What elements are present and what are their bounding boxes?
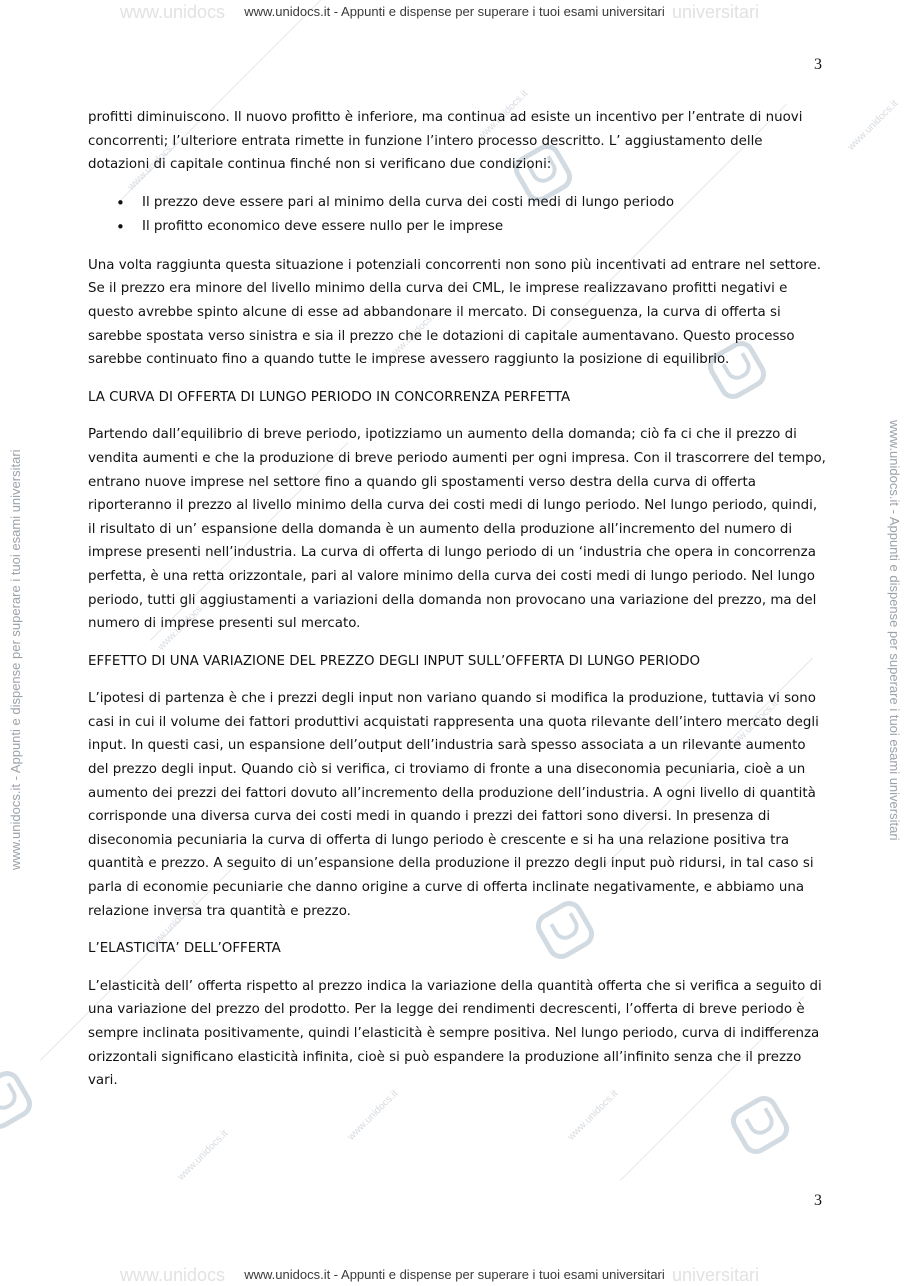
watermark-ghost-text-left: www.unidocs	[120, 1265, 226, 1285]
watermark-diagonal-text: www.unidocs.it	[125, 138, 181, 193]
paragraph-long-run-supply: Partendo dall’equilibrio di breve periodo, ipotizziamo un aumento della domanda; ciò fa ci che il prezzo di vendita aumenti e che la produzione di breve periodo aumenti per ogni impresa. Con il trascorrere del tempo, entrano nuove imprese nel settore fino a quando gli spostamenti verso destra della curva di offerta riporteranno il prezzo al livello minimo della curva dei costi medi di lungo periodo. Nel lungo periodo, quindi, il risultato di un’ espansione della domanda è un aumento della produzione all’incremento del numero di imprese presenti nell’industria. La curva di offerta di lungo periodo di un ‘industria che opera in concorrenza perfetta, è una retta orizzontale, pari al valore minimo della curva dei costi medi di lungo periodo. Nel lungo periodo, tutti gli aggiustamenti a variazioni della domanda non provocano una variazione del prezzo, ma del numero di imprese presenti sul mercato.	[88, 427, 826, 632]
watermark-diagonal-text: www.unidocs.it	[725, 698, 781, 753]
watermark-header: www.unidocs.it - Appunti e dispense per superare i tuoi esami universitari	[244, 4, 665, 19]
paragraph-capital-adjustment: profitti diminuiscono. Il nuovo profitto è inferiore, ma continua ad esiste un incentivo per l’entrate di nuovi concorrenti; l’ulteriore entrata rimette in funzione l’intero processo descritto. L’ aggiustamento delle dotazioni di capitale continua finché non si verificano due condizioni:	[88, 110, 803, 173]
watermark-diagonal-text: www.unidocs.it	[565, 1088, 621, 1143]
section-heading-input-price: EFFETTO DI UNA VARIAZIONE DEL PREZZO DEGLI INPUT SULL’OFFERTA DI LUNGO PERIODO	[88, 653, 701, 669]
watermark-side-right: www.unidocs.it - Appunti e dispense per superare i tuoi esami universitari	[887, 420, 902, 841]
watermark-ghost-text-right: universitari	[672, 2, 760, 22]
watermark-diagonal-text: www.unidocs.it	[145, 898, 201, 953]
conditions-list	[88, 191, 828, 240]
watermark-diagonal-text: www.unidocs.it	[385, 308, 441, 363]
watermark-logo-icon	[0, 1066, 37, 1134]
paragraph-equilibrium: Una volta raggiunta questa situazione i potenziali concorrenti non sono più incentivati ad entrare nel settore. Se il prezzo era minore del livello minimo della curva dei CML, le imprese realizzavano profitti negativi e questo avrebbe spinto alcune di esse ad abbandonare il mercato. Di conseguenza, la curva di offerta si sarebbe spostata verso sinistra e sia il prezzo che le dotazioni di capitale aumentavano. Questo processo sarebbe continuato fino a quando tutte le imprese avessero raggiunto la posizione di equilibrio.	[88, 257, 822, 368]
watermark-diagonal-text: www.unidocs.it	[345, 1088, 401, 1143]
list-item: • Il profitto economico deve essere nullo per le imprese	[142, 215, 828, 240]
watermark-ghost-text-right: universitari	[672, 1265, 760, 1285]
watermark-diagonal-text: www.unidocs.it	[475, 88, 531, 143]
watermark-diagonal-text: www.unidocs.it	[175, 1128, 231, 1183]
document-body	[88, 106, 828, 1107]
page-number-top: 3	[814, 56, 822, 73]
section-heading-elasticity: L’ELASTICITA’ DELL’OFFERTA	[88, 941, 281, 957]
watermark-diagonal-text: www.unidocs.it	[845, 98, 901, 153]
page-number-bottom: 3	[814, 1192, 822, 1209]
watermark-diagonal-text: www.unidocs.it	[155, 598, 211, 653]
watermark-footer: www.unidocs.it - Appunti e dispense per superare i tuoi esami universitari	[244, 1267, 665, 1282]
watermark-ghost-text-left: www.unidocs	[120, 2, 226, 22]
paragraph-elasticity: L’elasticità dell’ offerta rispetto al prezzo indica la variazione della quantità offerta che si verifica a seguito di una variazione del prezzo del prodotto. Per la legge dei rendimenti decrescenti, l’offerta di breve periodo è sempre inclinata positivamente, quindi l’elasticità è sempre positiva. Nel lungo periodo, curva di indifferenza orizzontali significano elasticità infinita, cioè si può espandere la produzione all’infinito senza che il prezzo vari.	[88, 978, 822, 1089]
watermark-side-left: www.unidocs.it - Appunti e dispense per superare i tuoi esami universitari	[8, 449, 23, 870]
list-item: • Il prezzo deve essere pari al minimo della curva dei costi medi di lungo periodo	[142, 191, 828, 216]
paragraph-input-price: L’ipotesi di partenza è che i prezzi degli input non variano quando si modifica la produzione, tuttavia vi sono casi in cui il volume dei fattori produttivi acquistati rappresenta una quota rilevante dell’intero mercato degli input. In questi casi, un espansione dell’output dell’industria sarà spesso associata a un rilevante aumento del prezzo degli input. Quando ciò si verifica, ci troviamo di fronte a una diseconomia pecuniaria, cioè a un aumento dei prezzi dei fattori dovuto all’incremento della produzione dell’industria. A ogni livello di quantità corrisponde una diversa curva dei costi medi in quando i prezzi dei fattori sono diversi. In presenza di diseconomia pecuniaria la curva di offerta di lungo periodo è crescente e si ha una relazione positiva tra quantità e prezzo. A seguito di un’espansione della produzione il prezzo degli input può ridursi, in tal caso si parla di economie pecuniarie che danno origine a curve di offerta inclinate negativamente, e abbiamo una relazione inversa tra quantità e prezzo.	[88, 691, 819, 919]
section-heading-long-run-supply: LA CURVA DI OFFERTA DI LUNGO PERIODO IN CONCORRENZA PERFETTA	[88, 389, 571, 405]
